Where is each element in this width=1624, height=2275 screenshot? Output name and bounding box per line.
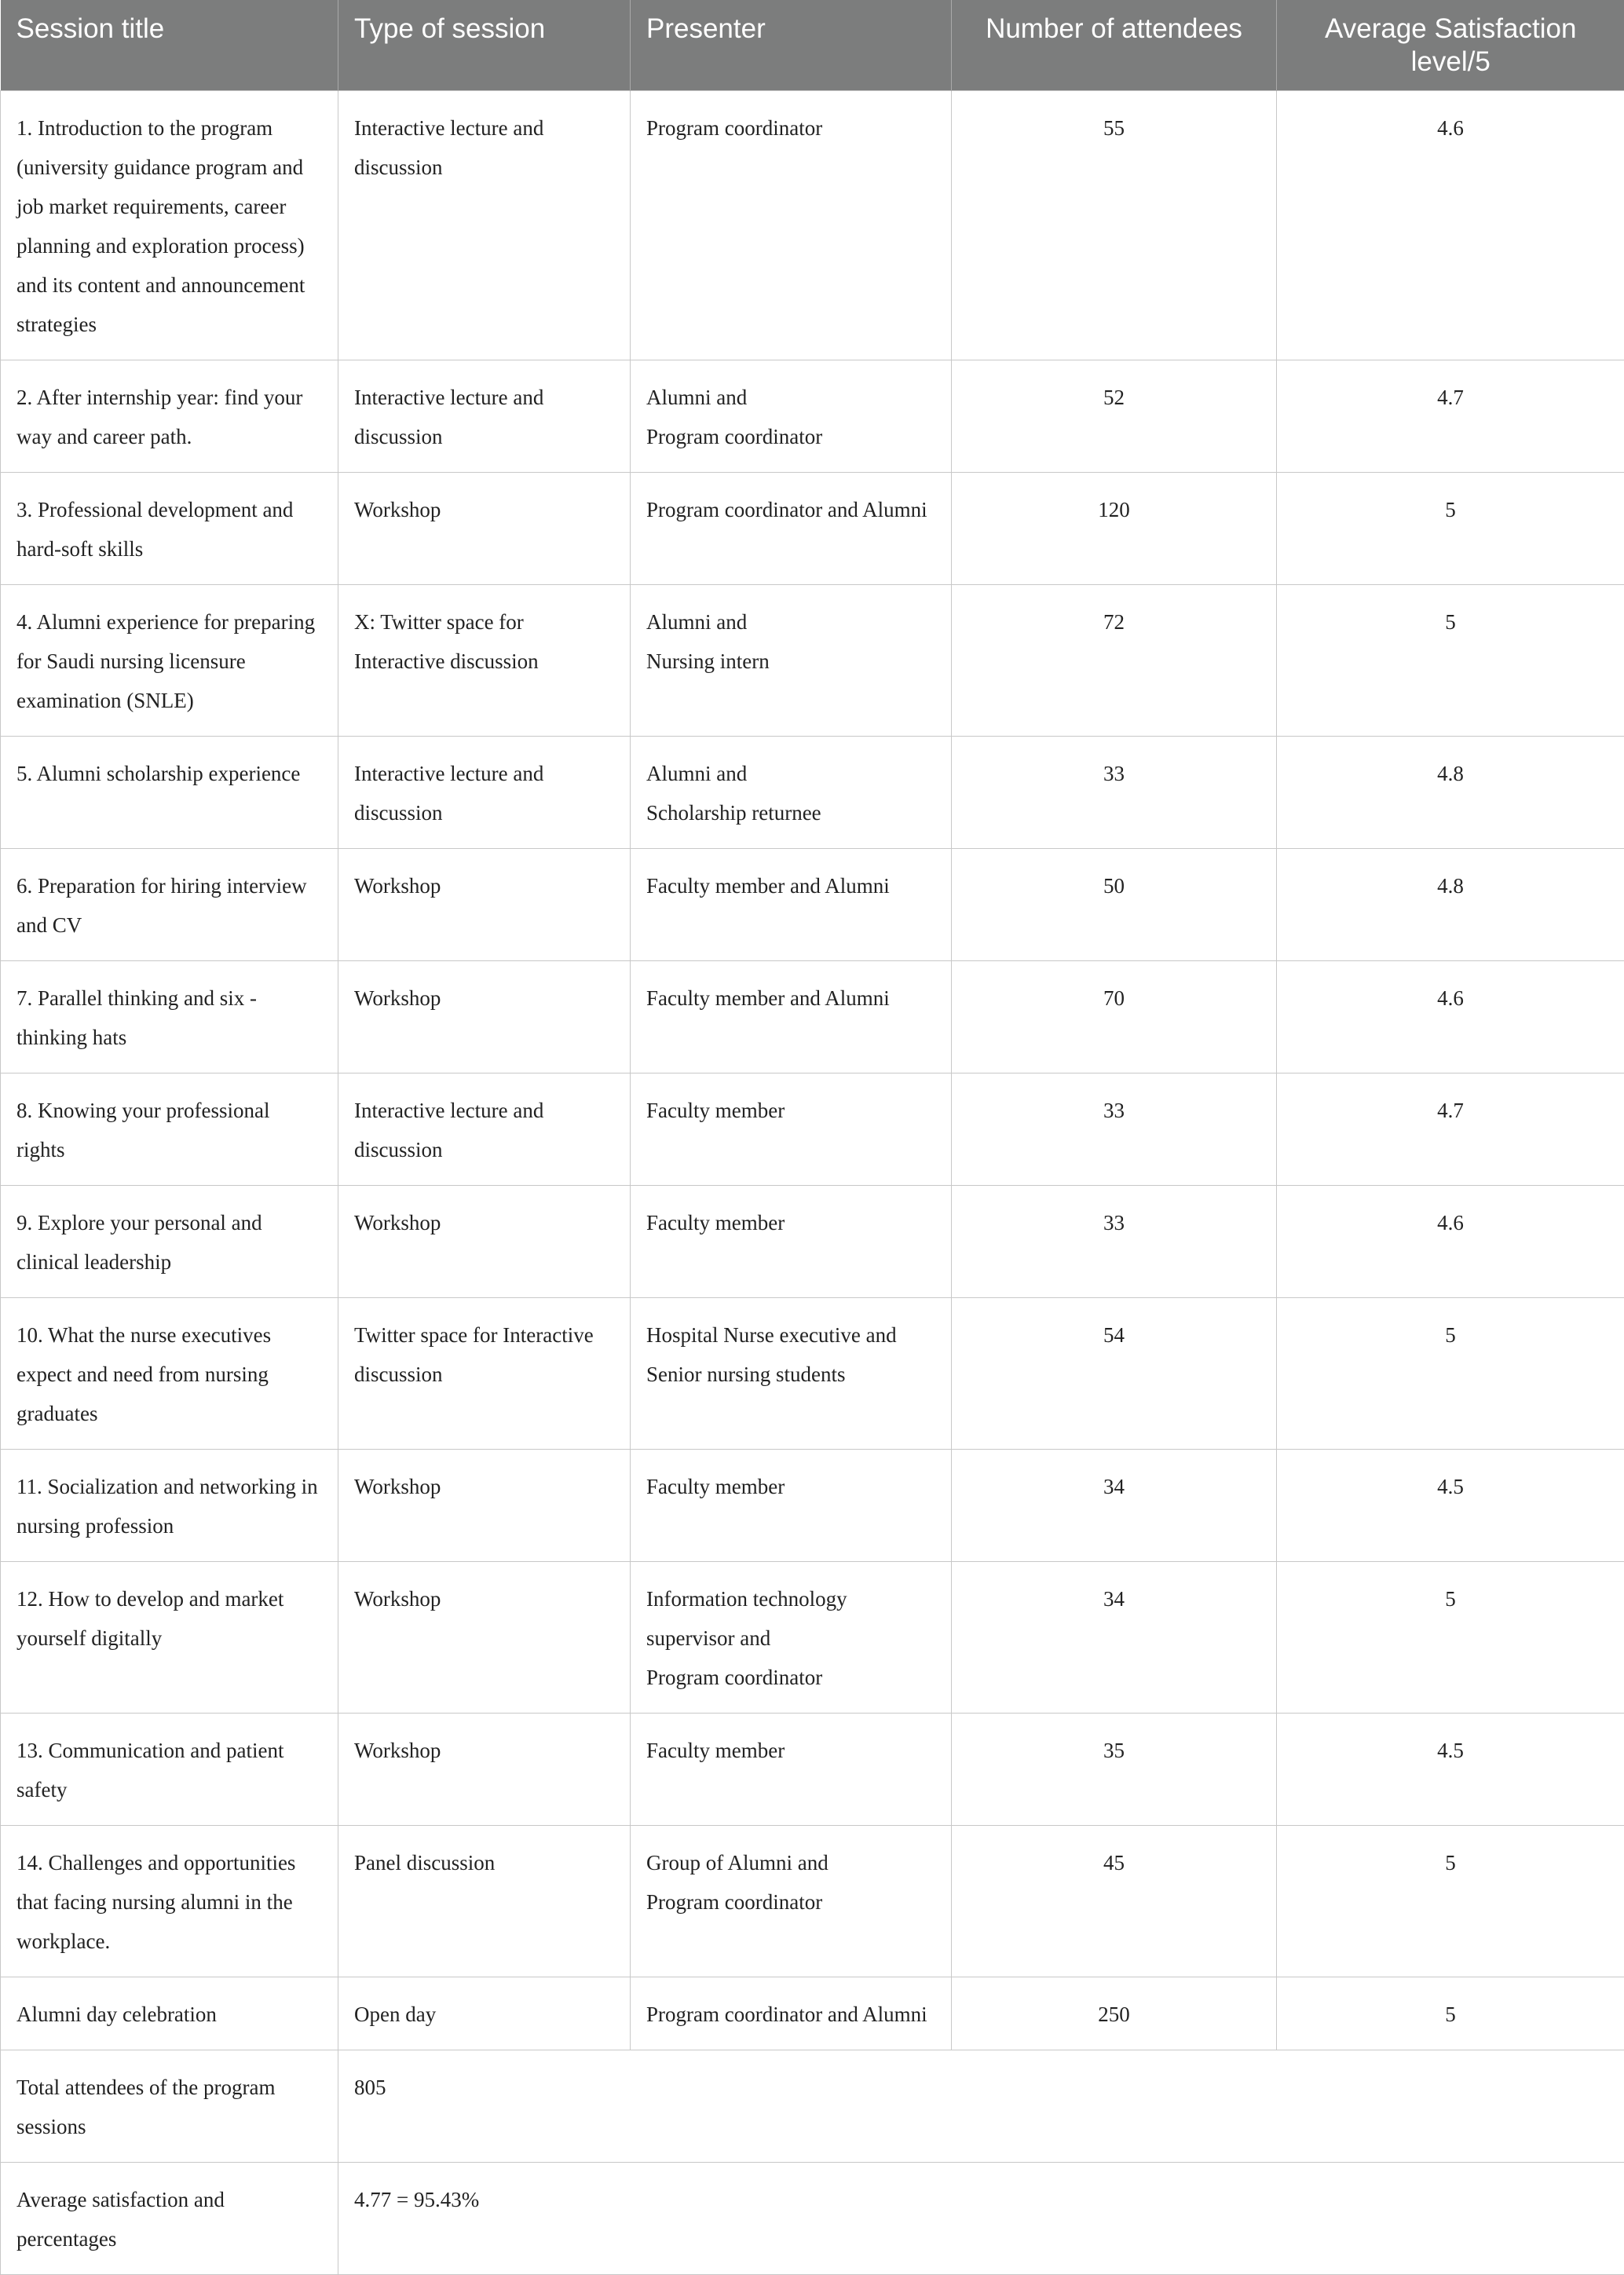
cell-presenter: Faculty member — [631, 1449, 952, 1561]
cell-type-of-session: Open day — [338, 1977, 631, 2050]
cell-type-of-session: Interactive lecture and discussion — [338, 90, 631, 360]
table-row — [1, 360, 1624, 472]
table-row — [1, 1825, 1624, 1977]
header-row — [1, 0, 1624, 90]
table-row — [1, 1713, 1624, 1825]
cell-number-of-attendees: 250 — [952, 1977, 1277, 2050]
cell-type-of-session: Workshop — [338, 960, 631, 1073]
cell-type-of-session: Workshop — [338, 1561, 631, 1713]
cell-average-satisfaction: 4.5 — [1277, 1713, 1624, 1825]
cell-type-of-session: Interactive lecture and discussion — [338, 1073, 631, 1185]
cell-type-of-session: Workshop — [338, 472, 631, 584]
cell-type-of-session: Workshop — [338, 1713, 631, 1825]
cell-session-title: 6. Preparation for hiring interview and CV — [1, 848, 338, 960]
table-row — [1, 736, 1624, 848]
table-row — [1, 584, 1624, 736]
table-row — [1, 848, 1624, 960]
cell-number-of-attendees: 55 — [952, 90, 1277, 360]
cell-presenter: Information technology supervisor and Program coordinator — [631, 1561, 952, 1713]
cell-number-of-attendees: 45 — [952, 1825, 1277, 1977]
cell-session-title: 1. Introduction to the program (university guidance program and job market requirements, career planning and exploration process) and its content and announcement strategies — [1, 90, 338, 360]
table-body — [1, 90, 1624, 2274]
cell-presenter: Hospital Nurse executive and Senior nursing students — [631, 1297, 952, 1449]
cell-session-title: 11. Socialization and networking in nursing profession — [1, 1449, 338, 1561]
cell-type-of-session: Twitter space for Interactive discussion — [338, 1297, 631, 1449]
table-row — [1, 472, 1624, 584]
cell-presenter: Faculty member — [631, 1073, 952, 1185]
table-row — [1, 1561, 1624, 1713]
table-header — [1, 0, 1624, 90]
table-row — [1, 1977, 1624, 2050]
cell-average-satisfaction: 4.6 — [1277, 90, 1624, 360]
header-session-title: Session title — [1, 0, 338, 90]
cell-session-title: 8. Knowing your professional rights — [1, 1073, 338, 1185]
cell-type-of-session: Panel discussion — [338, 1825, 631, 1977]
summary-average-label: Average satisfaction and percentages — [1, 2162, 338, 2274]
cell-average-satisfaction: 4.7 — [1277, 360, 1624, 472]
cell-average-satisfaction: 4.8 — [1277, 736, 1624, 848]
cell-presenter: Faculty member — [631, 1713, 952, 1825]
cell-average-satisfaction: 5 — [1277, 472, 1624, 584]
cell-number-of-attendees: 52 — [952, 360, 1277, 472]
cell-number-of-attendees: 35 — [952, 1713, 1277, 1825]
cell-average-satisfaction: 5 — [1277, 1825, 1624, 1977]
table-row — [1, 1185, 1624, 1297]
cell-number-of-attendees: 120 — [952, 472, 1277, 584]
cell-number-of-attendees: 33 — [952, 736, 1277, 848]
cell-type-of-session: Workshop — [338, 1449, 631, 1561]
cell-session-title: 10. What the nurse executives expect and need from nursing graduates — [1, 1297, 338, 1449]
table-row — [1, 90, 1624, 360]
summary-average-value: 4.77 = 95.43% — [338, 2162, 1624, 2274]
cell-presenter: Faculty member — [631, 1185, 952, 1297]
cell-session-title: 13. Communication and patient safety — [1, 1713, 338, 1825]
cell-session-title: 4. Alumni experience for preparing for Saudi nursing licensure examination (SNLE) — [1, 584, 338, 736]
cell-type-of-session: Workshop — [338, 848, 631, 960]
cell-session-title: 3. Professional development and hard-soft skills — [1, 472, 338, 584]
cell-number-of-attendees: 70 — [952, 960, 1277, 1073]
cell-number-of-attendees: 34 — [952, 1449, 1277, 1561]
cell-number-of-attendees: 33 — [952, 1185, 1277, 1297]
table-row — [1, 1073, 1624, 1185]
cell-number-of-attendees: 54 — [952, 1297, 1277, 1449]
cell-presenter: Faculty member and Alumni — [631, 960, 952, 1073]
cell-presenter: Alumni and Program coordinator — [631, 360, 952, 472]
cell-type-of-session: X: Twitter space for Interactive discussion — [338, 584, 631, 736]
cell-number-of-attendees: 50 — [952, 848, 1277, 960]
header-presenter: Presenter — [631, 0, 952, 90]
cell-type-of-session: Interactive lecture and discussion — [338, 736, 631, 848]
cell-presenter: Program coordinator and Alumni — [631, 1977, 952, 2050]
cell-average-satisfaction: 5 — [1277, 584, 1624, 736]
cell-average-satisfaction: 4.7 — [1277, 1073, 1624, 1185]
cell-average-satisfaction: 5 — [1277, 1561, 1624, 1713]
table-row — [1, 1449, 1624, 1561]
cell-session-title: 14. Challenges and opportunities that facing nursing alumni in the workplace. — [1, 1825, 338, 1977]
cell-average-satisfaction: 4.6 — [1277, 1185, 1624, 1297]
cell-type-of-session: Interactive lecture and discussion — [338, 360, 631, 472]
cell-presenter: Alumni and Nursing intern — [631, 584, 952, 736]
cell-average-satisfaction: 5 — [1277, 1297, 1624, 1449]
cell-presenter: Program coordinator and Alumni — [631, 472, 952, 584]
cell-average-satisfaction: 5 — [1277, 1977, 1624, 2050]
cell-number-of-attendees: 34 — [952, 1561, 1277, 1713]
cell-average-satisfaction: 4.8 — [1277, 848, 1624, 960]
cell-average-satisfaction: 4.5 — [1277, 1449, 1624, 1561]
header-average-satisfaction: Average Satisfaction level/5 — [1277, 0, 1624, 90]
cell-presenter: Group of Alumni and Program coordinator — [631, 1825, 952, 1977]
cell-presenter: Alumni and Scholarship returnee — [631, 736, 952, 848]
summary-row-total-attendees — [1, 2050, 1624, 2162]
table-row — [1, 1297, 1624, 1449]
table-row — [1, 960, 1624, 1073]
cell-session-title: 9. Explore your personal and clinical leadership — [1, 1185, 338, 1297]
cell-presenter: Faculty member and Alumni — [631, 848, 952, 960]
summary-row-average-satisfaction — [1, 2162, 1624, 2274]
cell-session-title: 5. Alumni scholarship experience — [1, 736, 338, 848]
header-type-of-session: Type of session — [338, 0, 631, 90]
summary-total-label: Total attendees of the program sessions — [1, 2050, 338, 2162]
cell-type-of-session: Workshop — [338, 1185, 631, 1297]
cell-presenter: Program coordinator — [631, 90, 952, 360]
cell-session-title: 7. Parallel thinking and six -thinking hats — [1, 960, 338, 1073]
summary-total-value: 805 — [338, 2050, 1624, 2162]
header-number-of-attendees: Number of attendees — [952, 0, 1277, 90]
cell-session-title: 12. How to develop and market yourself digitally — [1, 1561, 338, 1713]
cell-number-of-attendees: 72 — [952, 584, 1277, 736]
cell-number-of-attendees: 33 — [952, 1073, 1277, 1185]
cell-session-title: Alumni day celebration — [1, 1977, 338, 2050]
cell-average-satisfaction: 4.6 — [1277, 960, 1624, 1073]
cell-session-title: 2. After internship year: find your way and career path. — [1, 360, 338, 472]
